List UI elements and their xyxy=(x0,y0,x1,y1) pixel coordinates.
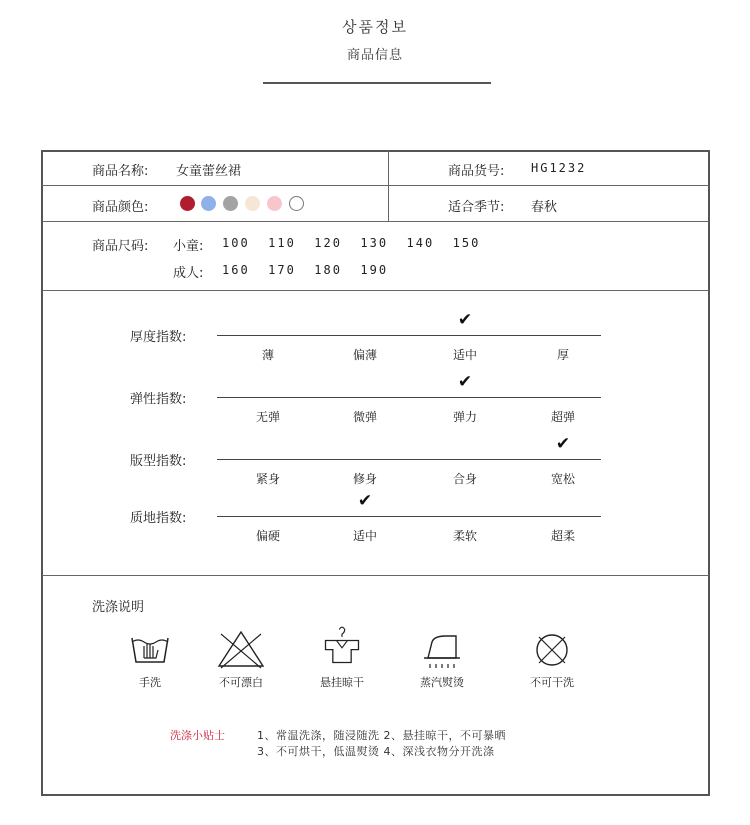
index-label: 版型指数: xyxy=(130,454,187,469)
check-icon: ✔ xyxy=(555,434,571,454)
color-swatch-gray xyxy=(223,196,238,211)
index-label: 质地指数: xyxy=(130,511,187,526)
check-icon: ✔ xyxy=(457,310,473,330)
index-option: 薄 xyxy=(261,348,274,362)
wash-instructions-title: 洗涤说明 xyxy=(92,600,145,615)
size-label: 商品尺码: xyxy=(92,239,149,254)
adult-size-label: 成人: xyxy=(173,266,204,281)
kids-size-values: 100 110 120 130 140 150 xyxy=(222,236,481,250)
no-bleach-label: 不可漂白 xyxy=(219,676,263,689)
index-option: 厚 xyxy=(556,348,569,362)
check-icon: ✔ xyxy=(457,372,473,392)
index-option: 偏薄 xyxy=(352,348,377,362)
title-divider xyxy=(263,82,491,84)
color-swatch-blue xyxy=(201,196,216,211)
row-divider xyxy=(42,221,709,222)
product-name-value: 女童蕾丝裙 xyxy=(176,164,242,179)
season-value: 春秋 xyxy=(531,200,558,215)
index-option: 合身 xyxy=(452,472,477,486)
steam-iron-label: 蒸汽熨烫 xyxy=(420,676,464,689)
page-title-korean: 상품정보 xyxy=(342,18,408,36)
index-option: 柔软 xyxy=(452,529,477,543)
no-bleach-icon xyxy=(211,628,271,672)
hang-dry-icon xyxy=(312,624,372,668)
index-option: 无弹 xyxy=(255,410,280,424)
adult-size-values: 160 170 180 190 xyxy=(222,263,389,277)
row-divider xyxy=(42,575,709,576)
kids-size-label: 小童: xyxy=(173,239,204,254)
color-swatch-white xyxy=(289,196,304,211)
index-option: 修身 xyxy=(352,472,377,486)
color-swatch-pink xyxy=(267,196,282,211)
hand-wash-icon xyxy=(120,628,180,672)
row-divider xyxy=(42,290,709,291)
index-option: 偏硬 xyxy=(255,529,280,543)
check-icon: ✔ xyxy=(357,491,373,511)
column-divider xyxy=(388,151,389,221)
season-label: 适合季节: xyxy=(448,200,505,215)
index-option: 适中 xyxy=(352,529,377,543)
index-option: 紧身 xyxy=(255,472,280,486)
index-option: 弹力 xyxy=(452,410,477,424)
product-code-label: 商品货号: xyxy=(448,164,505,179)
product-color-label: 商品颜色: xyxy=(92,200,149,215)
index-option: 微弹 xyxy=(352,410,377,424)
index-label: 弹性指数: xyxy=(130,392,187,407)
steam-iron-icon xyxy=(412,628,472,672)
index-scale-line xyxy=(217,459,601,460)
hand-wash-label: 手洗 xyxy=(139,676,161,689)
row-divider xyxy=(42,185,709,186)
page-title-chinese: 商品信息 xyxy=(346,48,403,63)
no-dry-clean-label: 不可干洗 xyxy=(530,676,574,689)
index-label: 厚度指数: xyxy=(130,330,187,345)
index-scale-line xyxy=(217,516,601,517)
product-name-label: 商品名称: xyxy=(92,164,149,179)
index-option: 超弹 xyxy=(550,410,575,424)
color-swatch-beige xyxy=(245,196,260,211)
wash-tips-line-2: 3、不可烘干，低温熨烫 4、深浅衣物分开洗涤 xyxy=(257,745,495,758)
index-option: 宽松 xyxy=(550,472,575,486)
wash-tips-line-1: 1、常温洗涤，随浸随洗 2、悬挂晾干，不可暴晒 xyxy=(257,729,506,742)
hang-dry-label: 悬挂晾干 xyxy=(320,676,364,689)
index-scale-line xyxy=(217,335,601,336)
color-swatch-red xyxy=(180,196,195,211)
product-code-value: HG1232 xyxy=(531,161,587,175)
index-option: 适中 xyxy=(452,348,477,362)
index-scale-line xyxy=(217,397,601,398)
no-dry-clean-icon xyxy=(522,628,582,672)
index-option: 超柔 xyxy=(550,529,575,543)
wash-tips-label: 洗涤小贴士 xyxy=(170,729,225,742)
